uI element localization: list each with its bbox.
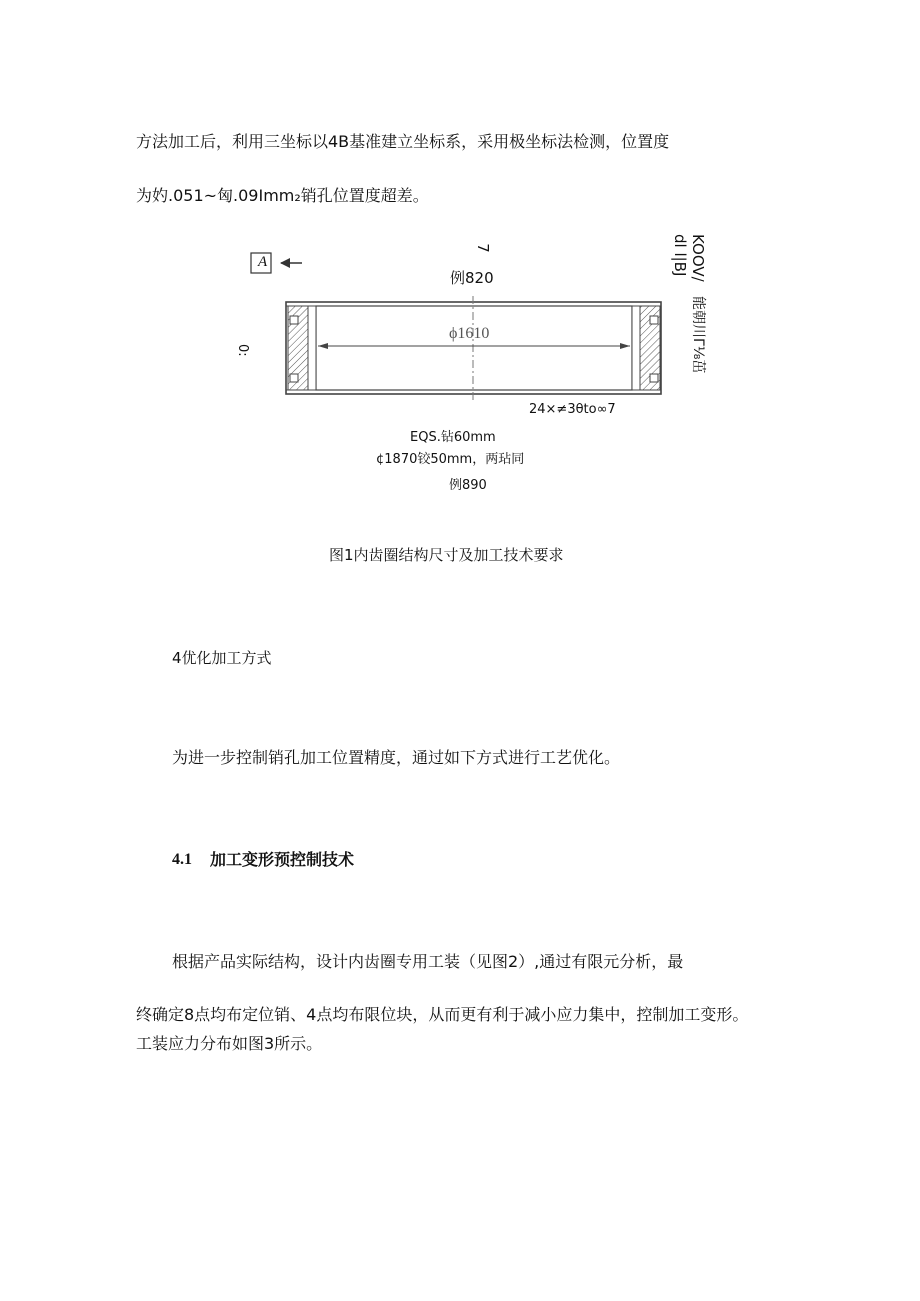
- paragraph-line: 为妁.051~匈.09Imm₂销孔位置度超差。: [136, 186, 429, 205]
- holes-label: 24×≠3θto∞7: [529, 402, 616, 417]
- paragraph-line: 根据产品实际结构，设计内齿圈专用工装（见图2）,通过有限元分析，最: [172, 952, 684, 971]
- section-heading: 4优化加工方式: [172, 649, 272, 667]
- left-side-label: 0:: [235, 344, 250, 357]
- datum-letter: A: [258, 254, 268, 270]
- note-ream: ¢1870铰50mm，两玷同: [376, 452, 525, 467]
- paragraph-line: 方法加工后，利用三坐标以4B基准建立坐标系，采用极坐标法检测，位置度: [136, 132, 670, 151]
- subsection-title: 加工变形预控制技术: [210, 850, 355, 869]
- pin-hole: [290, 316, 298, 324]
- paragraph-line: 终确定8点均布定位销、4点均布限位块，从而更有利于减小应力集中，控制加工变形。: [136, 1005, 749, 1024]
- datum-arrow-head: [280, 258, 290, 268]
- ring-bore: [316, 306, 632, 390]
- pin-hole: [290, 374, 298, 382]
- paragraph-line: 为进一步控制销孔加工位置精度，通过如下方式进行工艺优化。: [172, 748, 621, 767]
- right-vertical-label-1: KOOV/: [689, 234, 707, 282]
- right-vertical-label-2: dl l|BJ: [671, 234, 689, 277]
- figure-caption: 图1内齿圈结构尺寸及加工技术要求: [329, 546, 564, 564]
- pin-hole: [650, 316, 658, 324]
- top-mark: 7: [473, 243, 492, 253]
- inner-diameter-label: ϕ1610: [449, 325, 490, 342]
- right-vertical-label-3: 能朝川Γ⅛茁: [690, 296, 706, 374]
- pin-hole: [650, 374, 658, 382]
- note-drill: EQS.钻60mm: [410, 430, 496, 445]
- subsection-number: 4.1: [172, 851, 192, 868]
- dimension-top: 例820: [450, 269, 494, 287]
- dimension-bottom: 例890: [449, 478, 487, 493]
- paragraph-line: 工装应力分布如图3所示。: [136, 1034, 323, 1053]
